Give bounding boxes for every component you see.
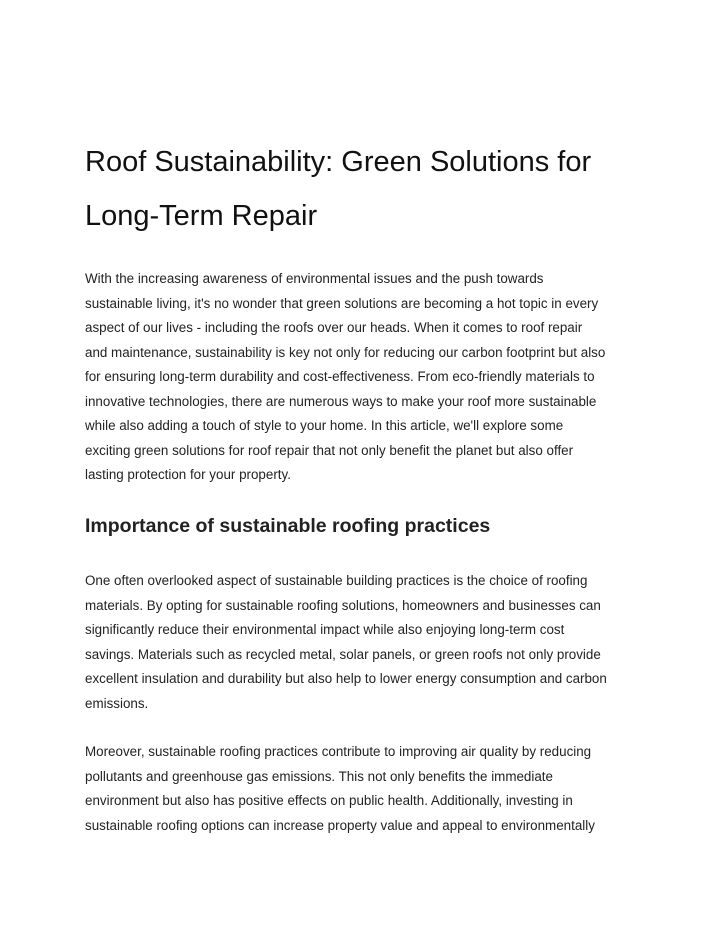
paragraph-line: sustainable living, it's no wonder that green solutions are becoming a hot topic in every [85, 295, 599, 311]
paragraph-line: One often overlooked aspect of sustainable building practices is the choice of roofing [85, 573, 588, 588]
paragraph-line: aspect of our lives - including the roofs over our heads. When it comes to roof repair [85, 320, 583, 335]
paragraph-line: Moreover, sustainable roofing practices contribute to improving air quality by reducing [85, 744, 592, 759]
paragraph-line: and maintenance, sustainability is key not only for reducing our carbon footprint but also [85, 344, 606, 360]
paragraph-line: innovative technologies, there are numerous ways to make your roof more sustainable [85, 393, 597, 409]
paragraph-line: while also adding a touch of style to your home. In this article, we'll explore some [85, 418, 564, 433]
paragraph-line: significantly reduce their environmental impact while also enjoying long-term cost [85, 622, 565, 637]
paragraph-line: emissions. [85, 695, 149, 711]
paragraph-line: excellent insulation and durability but also help to lower energy consumption and carbon [85, 671, 607, 686]
title-line: Roof Sustainability: Green Solutions for [85, 146, 592, 178]
intro-paragraph [85, 267, 645, 488]
paragraph-line: savings. Materials such as recycled metal, solar panels, or green roofs not only provide [85, 646, 601, 662]
paragraph-line: materials. By opting for sustainable roofing solutions, homeowners and businesses can [85, 597, 601, 613]
paragraph-line: With the increasing awareness of environmental issues and the push towards [85, 271, 544, 286]
paragraph-line: exciting green solutions for roof repair that not only benefit the planet but also offer [85, 442, 574, 458]
paragraph-line: for ensuring long-term durability and cost-effectiveness. From eco-friendly materials to [85, 369, 595, 384]
title-line: Long-Term Repair [85, 200, 318, 232]
page-title [85, 135, 645, 243]
section-paragraph-2 [85, 740, 645, 838]
section-paragraph-1 [85, 569, 645, 716]
paragraph-line: sustainable roofing options can increase property value and appeal to environmentally [85, 817, 595, 833]
paragraph-line: environment but also has positive effects on public health. Additionally, investing in [85, 793, 573, 808]
paragraph-line: lasting protection for your property. [85, 467, 291, 482]
section-heading: Importance of sustainable roofing practices [85, 515, 491, 537]
paragraph-line: pollutants and greenhouse gas emissions. This not only benefits the immediate [85, 768, 553, 784]
